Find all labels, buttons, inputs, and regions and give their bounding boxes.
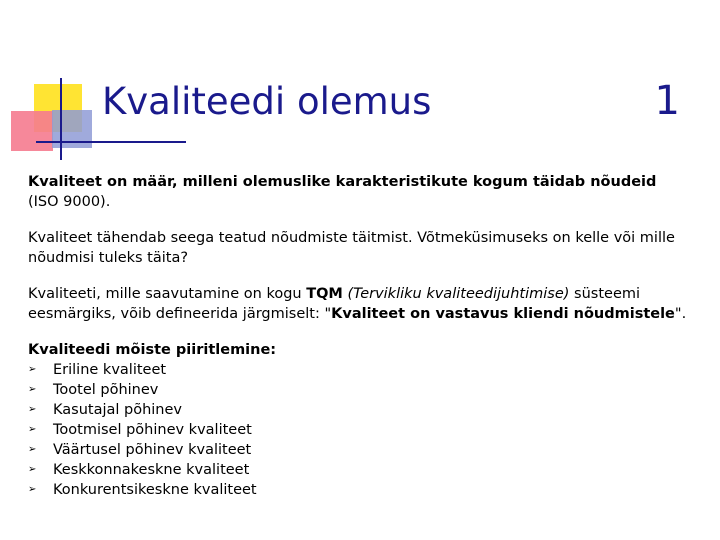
tqm-text-start: Kvaliteeti, mille saavutamine on kogu xyxy=(28,286,307,302)
arrow-bullet-icon: ➢ xyxy=(28,424,37,435)
list-item: ➢ Konkurentsikeskne kvaliteet xyxy=(28,482,257,498)
pink-square-decoration xyxy=(11,111,53,151)
arrow-bullet-icon: ➢ xyxy=(28,384,37,395)
tqm-full-name: (Tervikliku kvaliteedijuhtimise) xyxy=(347,286,570,302)
paragraph-definition xyxy=(28,172,688,212)
horizontal-line-decoration xyxy=(36,141,186,143)
slide-content xyxy=(28,172,688,500)
list-item: ➢ Tootmisel põhinev kvaliteet xyxy=(28,422,252,438)
definition-source: (ISO 9000). xyxy=(28,194,111,210)
definition-bold-text: Kvaliteet on määr, milleni olemuslike karakteristikute kogum täidab nõudeid xyxy=(28,174,657,190)
slide-title: Kvaliteedi olemus xyxy=(102,80,432,123)
list-item: ➢ Tootel põhinev xyxy=(28,382,159,398)
paragraph-meaning: Kvaliteet tähendab seega teatud nõudmiste täitmist. Võtmeküsimuseks on kelle või mille nõudmisi tuleks täita? xyxy=(28,230,675,266)
arrow-bullet-icon: ➢ xyxy=(28,404,37,415)
arrow-bullet-icon: ➢ xyxy=(28,464,37,475)
quality-definition: Kvaliteet on vastavus kliendi nõudmistele xyxy=(331,306,675,322)
list-item: ➢ Eriline kvaliteet xyxy=(28,362,167,378)
paragraph-tqm xyxy=(28,284,688,324)
list-item: ➢ Keskkonnakeskne kvaliteet xyxy=(28,462,250,478)
list-item: ➢ Kasutajal põhinev xyxy=(28,402,182,418)
arrow-bullet-icon: ➢ xyxy=(28,364,37,375)
arrow-bullet-icon: ➢ xyxy=(28,444,37,455)
list-item: ➢ Väärtusel põhinev kvaliteet xyxy=(28,442,252,458)
vertical-line-decoration xyxy=(60,78,62,160)
tqm-text-middle: süsteemi eesmärgiks, võib defineerida järgmiselt: " xyxy=(28,286,641,322)
arrow-bullet-icon: ➢ xyxy=(28,484,37,495)
tqm-text-end: ". xyxy=(674,306,687,322)
list-heading: Kvaliteedi mõiste piiritlemine: xyxy=(28,342,277,358)
tqm-abbreviation: TQM xyxy=(306,286,343,302)
slide-number: 1 xyxy=(654,78,680,124)
quality-types-list xyxy=(28,360,688,500)
